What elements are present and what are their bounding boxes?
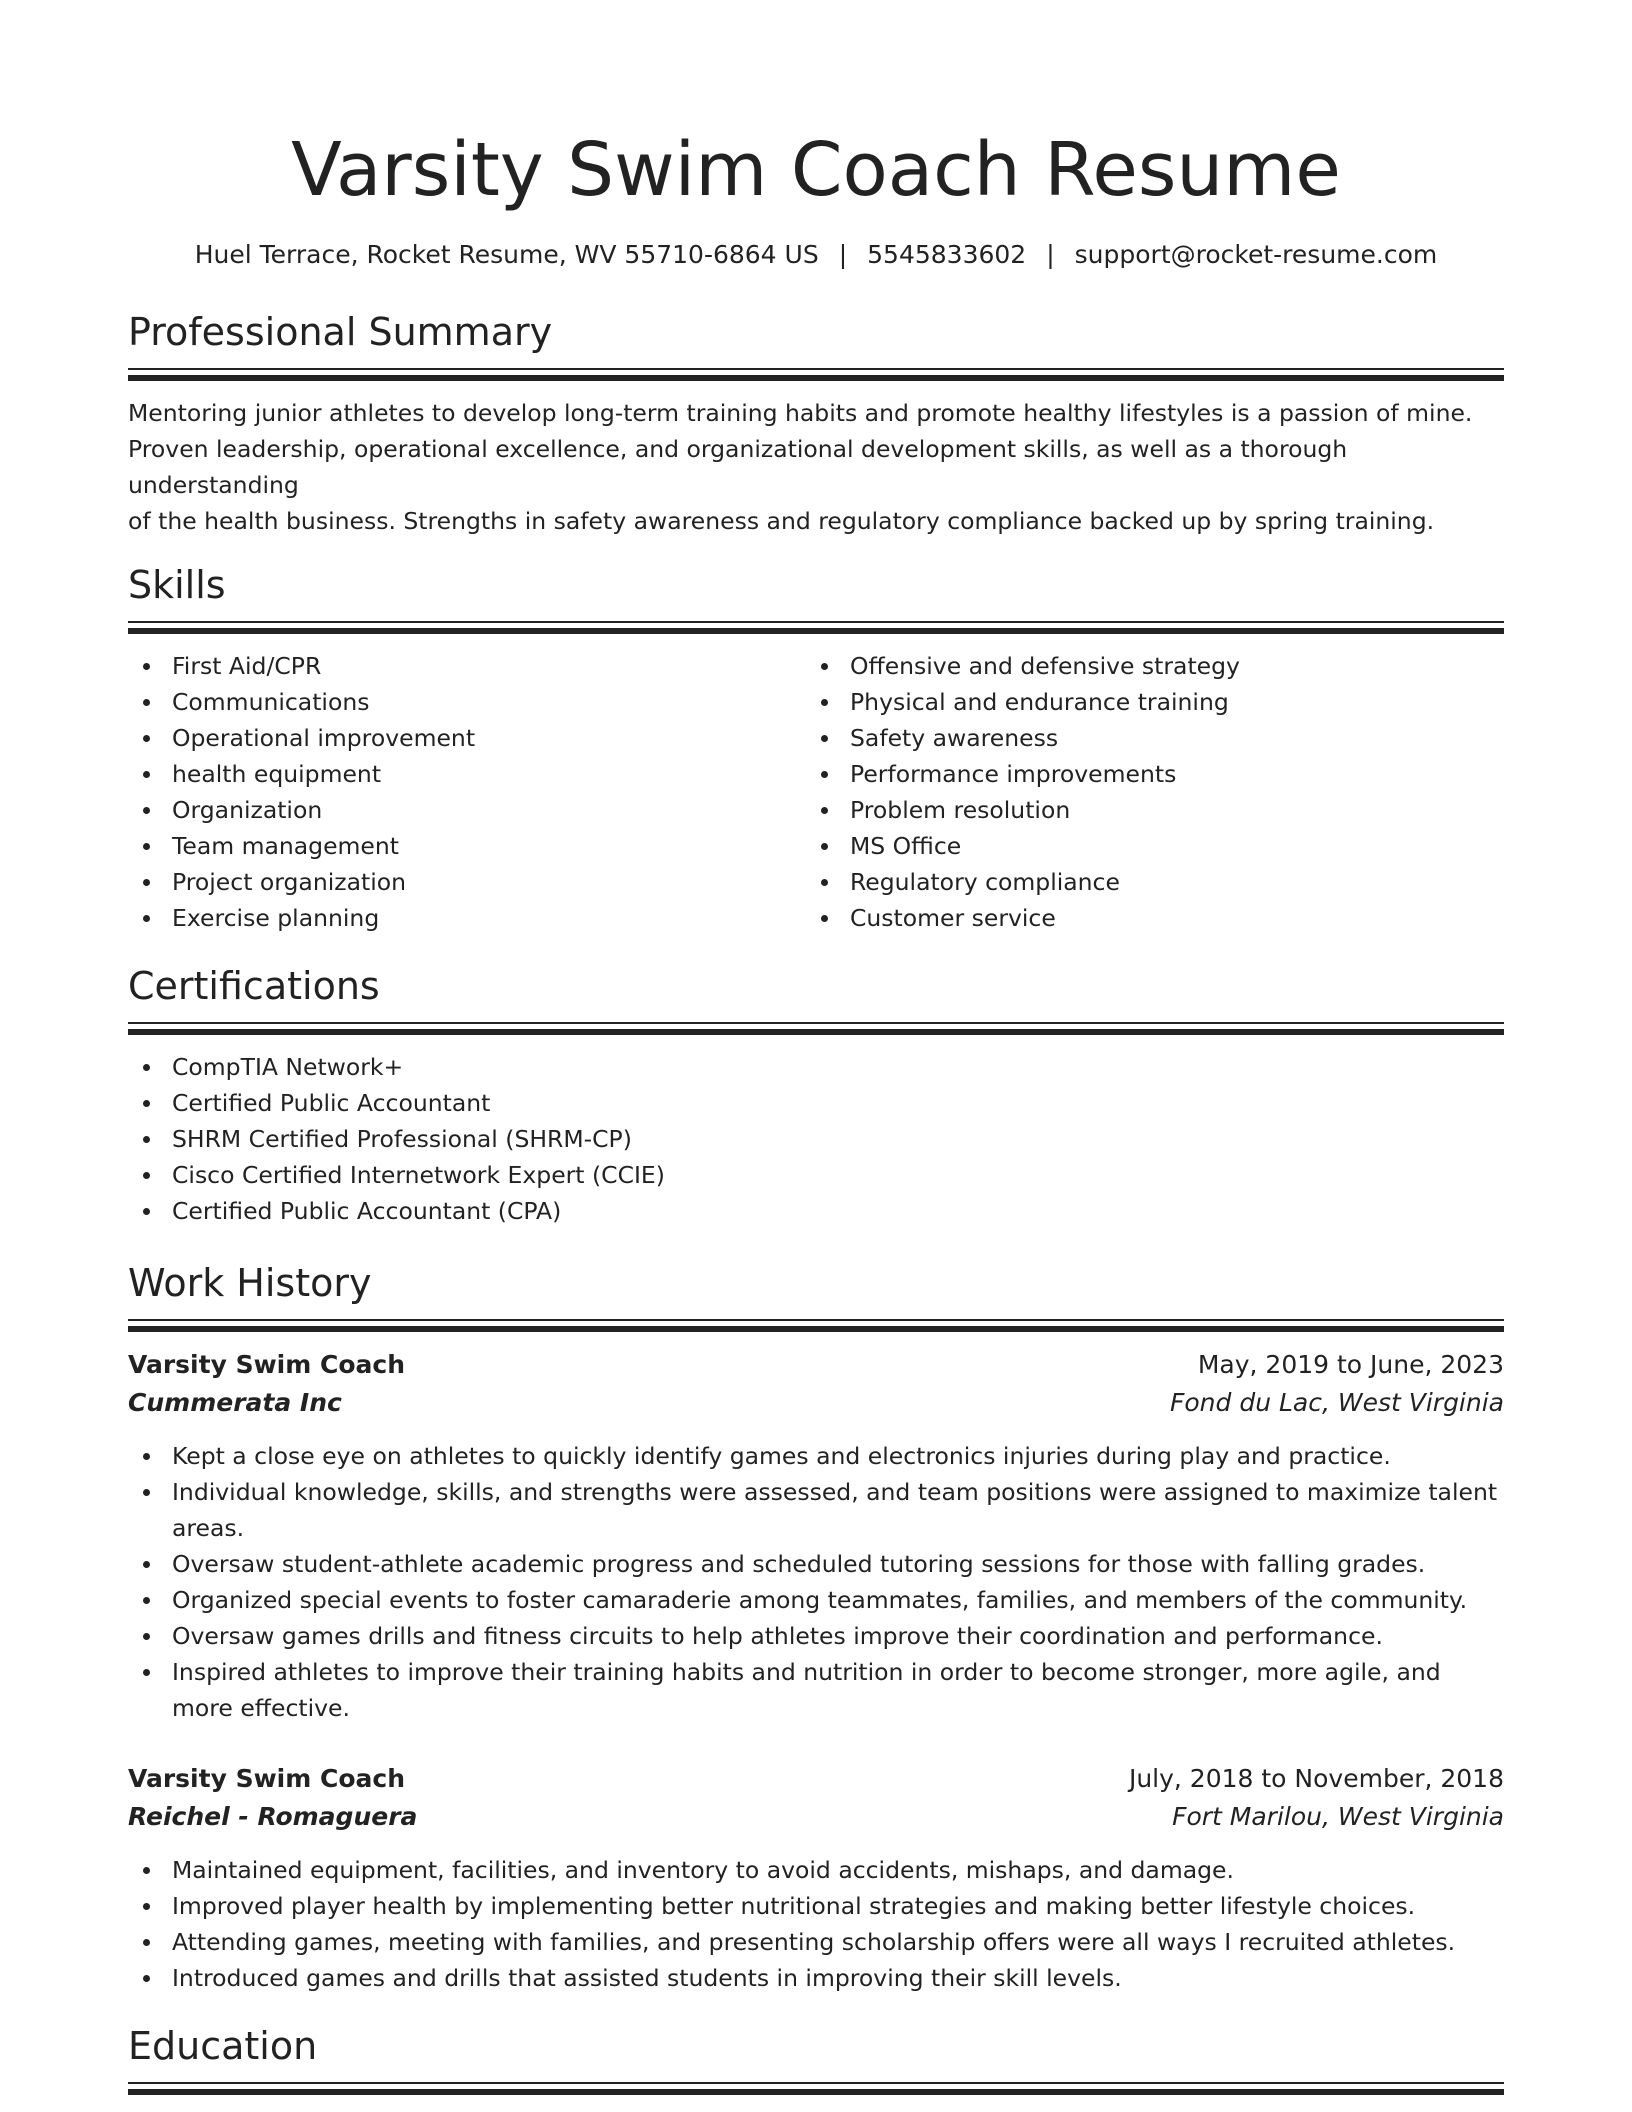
- certification-item: Cisco Certified Internetwork Expert (CCIE): [128, 1157, 1504, 1193]
- contact-separator: |: [838, 240, 848, 269]
- summary-line: of the health business. Strengths in safety awareness and regulatory compliance backed up by spring training.: [128, 507, 1435, 535]
- summary-line: Proven leadership, operational excellence, and organizational development skills, as well as a thorough understanding: [128, 435, 1348, 499]
- job-duties-list: [128, 1852, 1504, 1996]
- job-duties-list: [128, 1438, 1504, 1726]
- job-duty: Introduced games and drills that assisted students in improving their skill levels.: [128, 1960, 1504, 1996]
- job-dates: May, 2019 to June, 2023: [1197, 1350, 1504, 1379]
- contact-address: Huel Terrace, Rocket Resume, WV 55710-6864 US: [194, 240, 819, 269]
- skills-columns: [128, 648, 1504, 936]
- job-duty: Improved player health by implementing better nutritional strategies and making better lifestyle choices.: [128, 1888, 1504, 1924]
- skill-item: Project organization: [128, 864, 806, 900]
- section-divider: [128, 1022, 1504, 1035]
- skill-item: Problem resolution: [806, 792, 1484, 828]
- job-duty: Attending games, meeting with families, and presenting scholarship offers were all ways I recruited athletes.: [128, 1924, 1504, 1960]
- section-divider: [128, 621, 1504, 634]
- certifications-list: [128, 1049, 1504, 1229]
- resume-page: [128, 0, 1504, 2095]
- job-duty: Oversaw games drills and fitness circuits to help athletes improve their coordination and performance.: [128, 1618, 1504, 1654]
- job-entry: [128, 1346, 1504, 1726]
- job-title: Varsity Swim Coach: [128, 1350, 406, 1379]
- contact-phone: 5545833602: [867, 240, 1027, 269]
- skill-item: Offensive and defensive strategy: [806, 648, 1484, 684]
- certification-item: SHRM Certified Professional (SHRM-CP): [128, 1121, 1504, 1157]
- job-duty: Oversaw student-athlete academic progress and scheduled tutoring sessions for those with falling grades.: [128, 1546, 1504, 1582]
- skill-item: Organization: [128, 792, 806, 828]
- job-subheader: [128, 1384, 1504, 1422]
- job-company: Reichel - Romaguera: [128, 1802, 418, 1831]
- job-location: Fort Marilou, West Virginia: [1172, 1802, 1504, 1831]
- job-duty: Kept a close eye on athletes to quickly identify games and electronics injuries during play and practice.: [128, 1438, 1504, 1474]
- education-heading: Education: [128, 2024, 318, 2068]
- summary-text: [128, 395, 1504, 539]
- skill-item: Exercise planning: [128, 900, 806, 936]
- skill-item: First Aid/CPR: [128, 648, 806, 684]
- job-company: Cummerata Inc: [128, 1388, 342, 1417]
- certifications-heading: Certifications: [128, 964, 380, 1008]
- certification-item: Certified Public Accountant (CPA): [128, 1193, 1504, 1229]
- work-history-heading: Work History: [128, 1261, 372, 1305]
- job-dates: July, 2018 to November, 2018: [1128, 1764, 1504, 1793]
- resume-title: Varsity Swim Coach Resume: [291, 127, 1341, 213]
- skill-item: Customer service: [806, 900, 1484, 936]
- skill-item: Team management: [128, 828, 806, 864]
- skill-item: Physical and endurance training: [806, 684, 1484, 720]
- skill-item: Safety awareness: [806, 720, 1484, 756]
- skill-item: health equipment: [128, 756, 806, 792]
- job-header: [128, 1760, 1504, 1798]
- skills-section: [128, 561, 1504, 936]
- job-header: [128, 1346, 1504, 1384]
- job-entry: [128, 1760, 1504, 1996]
- contact-separator: |: [1046, 240, 1055, 269]
- skill-item: Communications: [128, 684, 806, 720]
- certifications-section: [128, 962, 1504, 1229]
- education-section: [128, 2022, 1504, 2095]
- skills-list-right: [806, 648, 1484, 936]
- skill-item: Operational improvement: [128, 720, 806, 756]
- section-divider: [128, 1319, 1504, 1332]
- skill-item: Performance improvements: [806, 756, 1484, 792]
- job-title: Varsity Swim Coach: [128, 1764, 406, 1793]
- job-location: Fond du Lac, West Virginia: [1169, 1388, 1504, 1417]
- contact-email: support@rocket-resume.com: [1074, 240, 1438, 269]
- certification-item: CompTIA Network+: [128, 1049, 1504, 1085]
- job-duty: Individual knowledge, skills, and strengths were assessed, and team positions were assigned to maximize talent areas.: [128, 1474, 1504, 1546]
- section-divider: [128, 2082, 1504, 2095]
- summary-section: [128, 308, 1504, 539]
- job-duty: Organized special events to foster camaraderie among teammates, families, and members of the community.: [128, 1582, 1504, 1618]
- skills-heading: Skills: [128, 563, 226, 607]
- job-duty: Inspired athletes to improve their training habits and nutrition in order to become stronger, more agile, and more effective.: [128, 1654, 1504, 1726]
- skill-item: Regulatory compliance: [806, 864, 1484, 900]
- section-divider: [128, 368, 1504, 381]
- job-duty: Maintained equipment, facilities, and inventory to avoid accidents, mishaps, and damage.: [128, 1852, 1504, 1888]
- certification-item: Certified Public Accountant: [128, 1085, 1504, 1121]
- work-history-section: [128, 1259, 1504, 1996]
- skills-list-left: [128, 648, 806, 936]
- contact-line: [128, 238, 1504, 272]
- skill-item: MS Office: [806, 828, 1484, 864]
- summary-heading: Professional Summary: [128, 310, 553, 354]
- summary-line: Mentoring junior athletes to develop long-term training habits and promote healthy lifestyles is a passion of mine.: [128, 399, 1473, 427]
- job-subheader: [128, 1798, 1504, 1836]
